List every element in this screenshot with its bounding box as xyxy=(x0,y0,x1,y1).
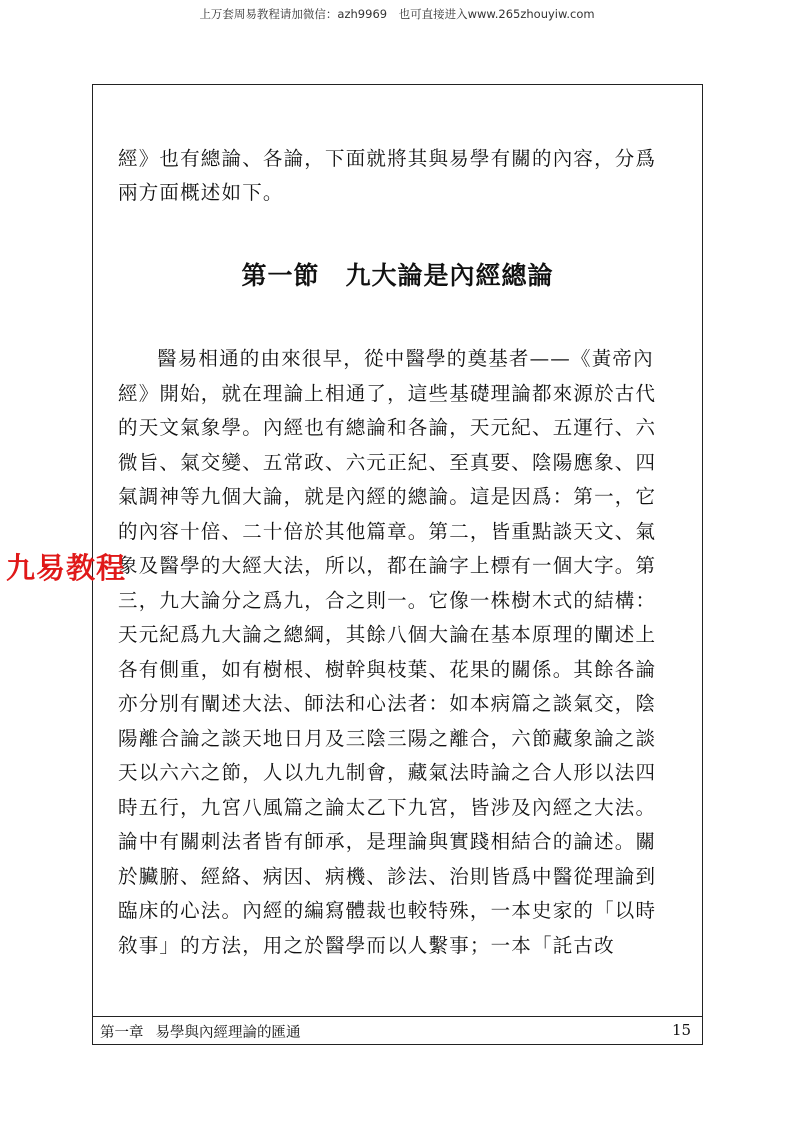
body-line: 於臟腑、經絡、病因、病機、診法、治則皆爲中醫從理論到 xyxy=(118,864,657,888)
intro-paragraph xyxy=(118,142,678,210)
footer-divider xyxy=(92,1016,703,1017)
body-line: 象及醫學的大經大法，所以，都在論字上標有一個大字。第 xyxy=(118,554,657,577)
body-line: 經》開始，就在理論上相通了，這些基礎理論都來源於古代 xyxy=(118,381,657,405)
body-line: 的內容十倍、二十倍於其他篇章。第二，皆重點談天文、氣 xyxy=(118,519,657,543)
section-number: 第一節 xyxy=(241,261,320,290)
body-line: 氣調神等九個大論，就是內經的總論。這是因爲：第一，它 xyxy=(118,485,657,508)
body-line: 論中有關刺法者皆有師承，是理論與實踐相結合的論述。關 xyxy=(118,830,657,853)
section-title: 九大論是內經總論 xyxy=(345,261,554,290)
body-line: 的天文氣象學。內經也有總論和各論，天元紀、五運行、六 xyxy=(118,416,657,439)
body-line: 微旨、氣交變、五常政、六元正紀、至真要、陰陽應象、四 xyxy=(118,450,657,474)
running-footer xyxy=(100,1021,301,1042)
page-number: 15 xyxy=(672,1021,692,1039)
intro-line: 經》也有總論、各論，下面就將其與易學有關的內容，分爲 xyxy=(118,147,657,170)
body-line: 時五行，九宮八風篇之論太乙下九宮，皆涉及內經之大法。 xyxy=(118,795,657,819)
header-note: 上万套周易教程请加微信：azh9969 也可直接进入www.265zhouyiw.com xyxy=(199,7,595,21)
section-heading xyxy=(92,256,703,292)
body-paragraph xyxy=(118,342,678,963)
body-line: 三，九大論分之爲九，合之則一。它像一株樹木式的結構： xyxy=(118,588,657,612)
intro-line: 兩方面概述如下。 xyxy=(118,181,284,204)
body-line: 天以六六之節，人以九九制會，藏氣法時論之合人形以法四 xyxy=(118,761,657,784)
body-line: 醫易相通的由來很早，從中醫學的奠基者——《黃帝內 xyxy=(157,347,654,370)
watermark-logo: 九易教程 xyxy=(6,551,127,585)
body-line: 臨床的心法。內經的編寫體裁也較特殊，一本史家的「以時 xyxy=(118,899,657,922)
body-line: 各有側重，如有樹根、樹幹與枝葉、花果的關係。其餘各論 xyxy=(118,657,657,681)
body-line: 天元紀爲九大論之總綱，其餘八個大論在基本原理的闡述上 xyxy=(118,623,657,646)
footer-chapter-title: 易學與內經理論的匯通 xyxy=(155,1025,301,1041)
footer-chapter: 第一章 xyxy=(100,1025,144,1041)
body-line: 敘事」的方法，用之於醫學而以人繫事；一本「託古改 xyxy=(118,933,615,957)
body-line: 亦分別有闡述大法、師法和心法者：如本病篇之談氣交，陰 xyxy=(118,692,657,715)
body-line: 陽離合論之談天地日月及三陰三陽之離合，六節藏象論之談 xyxy=(118,726,657,750)
